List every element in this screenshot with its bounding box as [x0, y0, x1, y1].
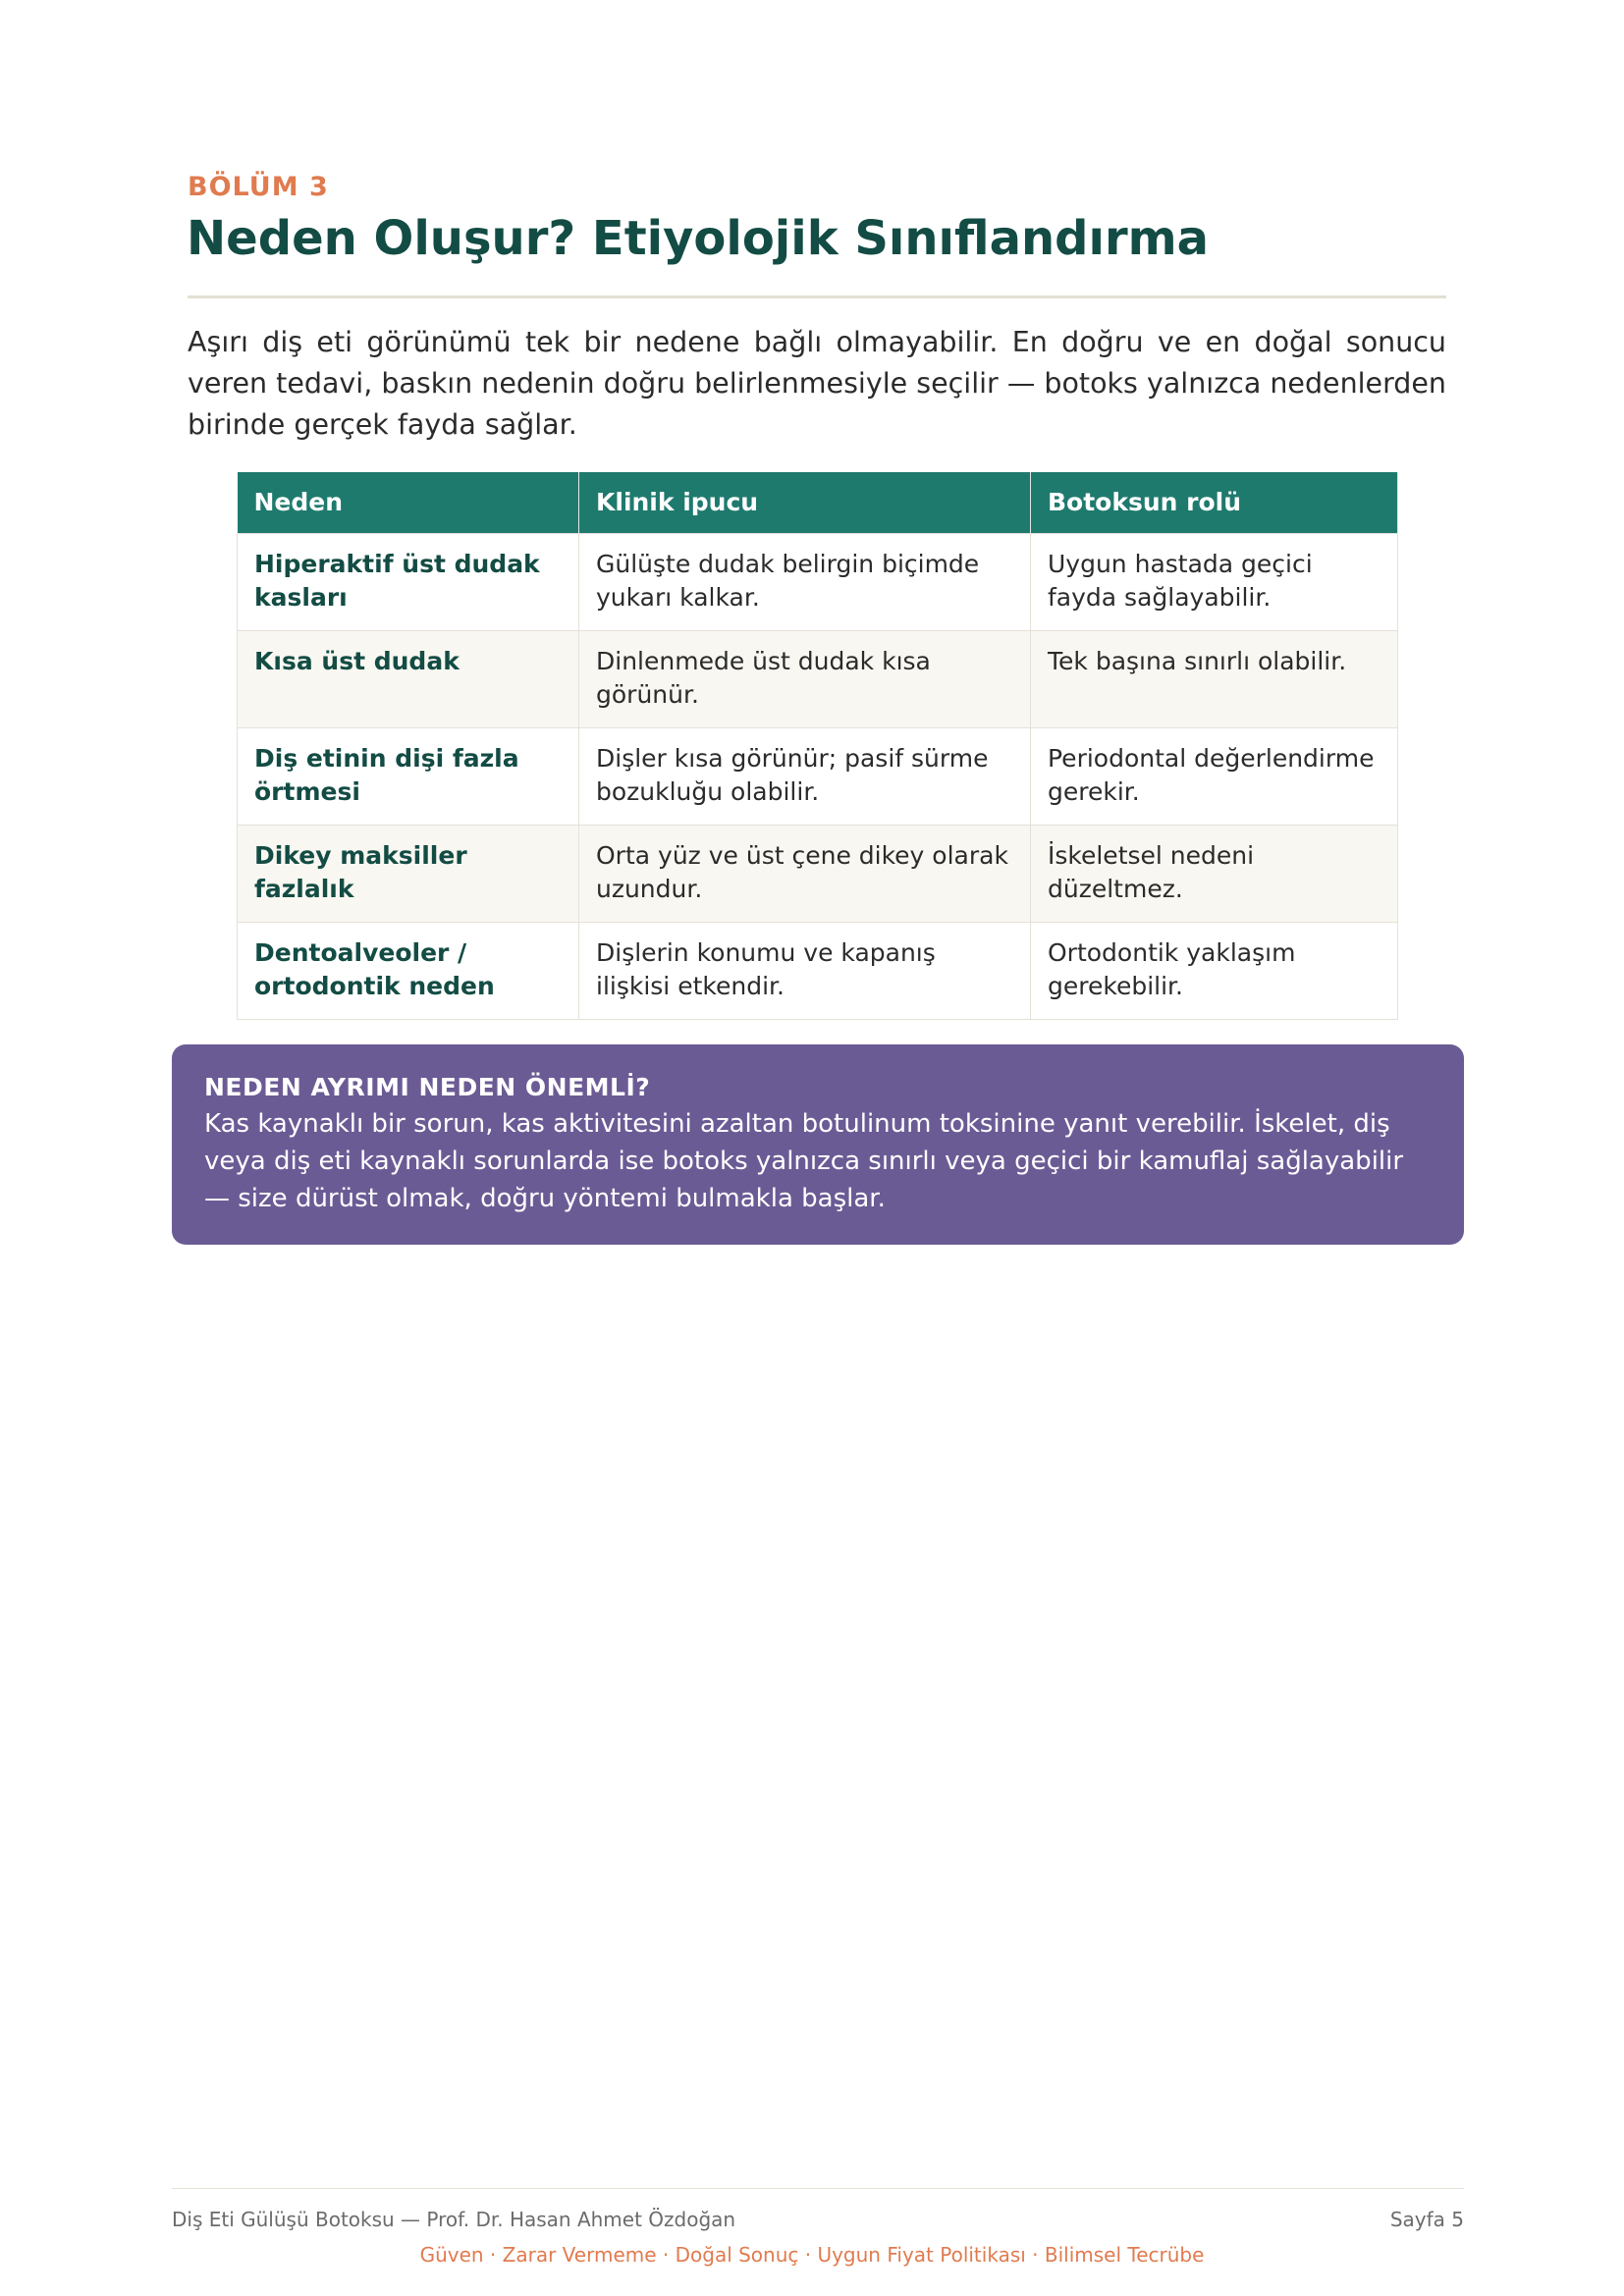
- page-title: Neden Oluşur? Etiyolojik Sınıflandırma: [187, 211, 1210, 266]
- clinical-clue-cell: Dinlenmede üst dudak kısa görünür.: [579, 630, 1031, 727]
- etiology-table: [237, 472, 1398, 1020]
- botox-role-cell: Ortodontik yaklaşım gerekebilir.: [1031, 922, 1398, 1019]
- footer-document-title: Diş Eti Gülüşü Botoksu — Prof. Dr. Hasan Ahmet Özdoğan: [172, 2208, 736, 2231]
- column-header-clinical-clue: Klinik ipucu: [579, 472, 1031, 533]
- table-row: [238, 825, 1398, 922]
- column-header-cause: Neden: [238, 472, 579, 533]
- clinical-clue-cell: Orta yüz ve üst çene dikey olarak uzundur.: [579, 825, 1031, 922]
- table-row: [238, 630, 1398, 727]
- botox-role-cell: Uygun hastada geçici fayda sağlayabilir.: [1031, 533, 1398, 630]
- table-row: [238, 727, 1398, 825]
- botox-role-cell: Periodontal değerlendirme gerekir.: [1031, 727, 1398, 825]
- cause-cell: Hiperaktif üst dudak kasları: [238, 533, 579, 630]
- title-divider: [188, 295, 1446, 298]
- botox-role-cell: İskeletsel nedeni düzeltmez.: [1031, 825, 1398, 922]
- cause-cell: Dikey maksiller fazlalık: [238, 825, 579, 922]
- table-row: [238, 922, 1398, 1019]
- cause-cell: Diş etinin dişi fazla örtmesi: [238, 727, 579, 825]
- callout-title: NEDEN AYRIMI NEDEN ÖNEMLİ?: [204, 1073, 651, 1101]
- cause-cell: Dentoalveoler / ortodontik neden: [238, 922, 579, 1019]
- cause-cell: Kısa üst dudak: [238, 630, 579, 727]
- clinical-clue-cell: Gülüşte dudak belirgin biçimde yukarı kalkar.: [579, 533, 1031, 630]
- botox-role-cell: Tek başına sınırlı olabilir.: [1031, 630, 1398, 727]
- clinical-clue-cell: Dişler kısa görünür; pasif sürme bozukluğu olabilir.: [579, 727, 1031, 825]
- clinical-clue-cell: Dişlerin konumu ve kapanış ilişkisi etkendir.: [579, 922, 1031, 1019]
- table-row: [238, 533, 1398, 630]
- table-header-row: [238, 472, 1398, 533]
- page-number: Sayfa 5: [1389, 2208, 1464, 2231]
- footer-divider: [172, 2188, 1464, 2189]
- intro-paragraph: Aşırı diş eti görünümü tek bir nedene bağlı olmayabilir. En doğru ve en doğal sonucu veren tedavi, baskın nedenin doğru belirlenmesiyle seçilir — botoks yalnızca nedenlerden birinde gerçek fayda sağlar.: [188, 326, 1446, 441]
- column-header-botox-role: Botoksun rolü: [1031, 472, 1398, 533]
- footer-tagline: Güven · Zarar Vermeme · Doğal Sonuç · Uygun Fiyat Politikası · Bilimsel Tecrübe: [419, 2243, 1205, 2267]
- callout-body: Kas kaynaklı bir sorun, kas aktivitesini azaltan botulinum toksinine yanıt verebilir. İskelet, diş veya diş eti kaynaklı sorunlarda ise botoks yalnızca sınırlı veya geçici bir kamuflaj sağlayabilir — size dürüst olmak, doğru yöntemi bulmakla başlar.: [204, 1109, 1404, 1213]
- info-callout-box: [172, 1044, 1464, 1245]
- section-label: BÖLÜM 3: [188, 172, 329, 202]
